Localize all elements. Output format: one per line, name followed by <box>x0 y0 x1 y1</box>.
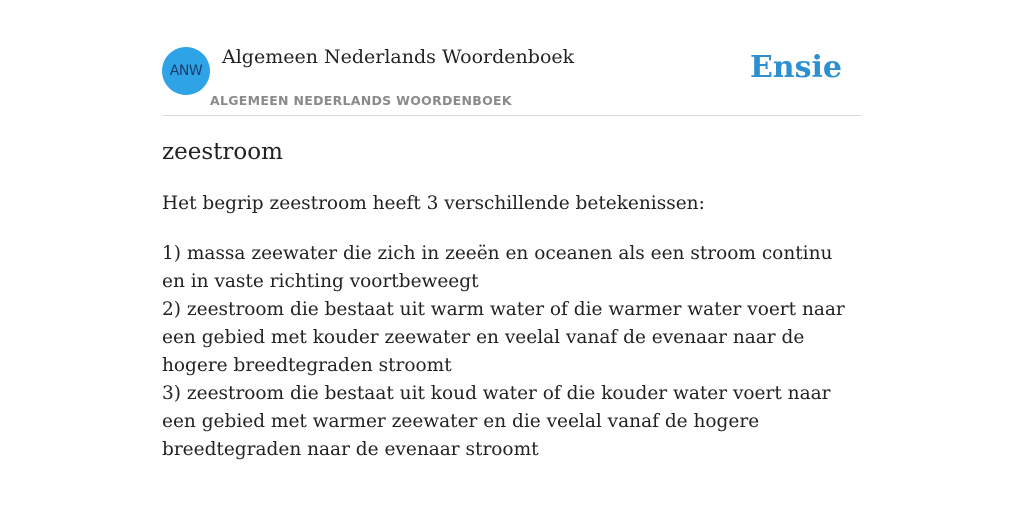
definition-item: 1) massa zeewater die zich in zeeën en oceanen als een stroom continu en in vaste richting voortbeweegt <box>162 243 833 292</box>
card-header <box>162 0 862 116</box>
definition-item: 3) zeestroom die bestaat uit koud water of die kouder water voert naar een gebied met warmer zeewater en die veelal vanaf de hogere breedtegraden naar de evenaar stroomt <box>162 383 831 460</box>
brand-logo[interactable]: Ensie <box>749 50 842 85</box>
source-subtitle: ALGEMEEN NEDERLANDS WOORDENBOEK <box>210 93 512 108</box>
definition-list <box>162 240 852 464</box>
definition-item: 2) zeestroom die bestaat uit warm water of die warmer water voert naar een gebied met kouder zeewater en veelal vanaf de evenaar naar de hogere breedtegraden stroomt <box>162 299 845 376</box>
source-title[interactable]: Algemeen Nederlands Woordenboek <box>222 46 575 68</box>
entry-intro: Het begrip zeestroom heeft 3 verschillende betekenissen: <box>162 193 705 214</box>
entry-headword: zeestroom <box>162 139 283 165</box>
entry-card <box>162 0 862 512</box>
source-avatar[interactable]: ANW <box>162 47 210 95</box>
